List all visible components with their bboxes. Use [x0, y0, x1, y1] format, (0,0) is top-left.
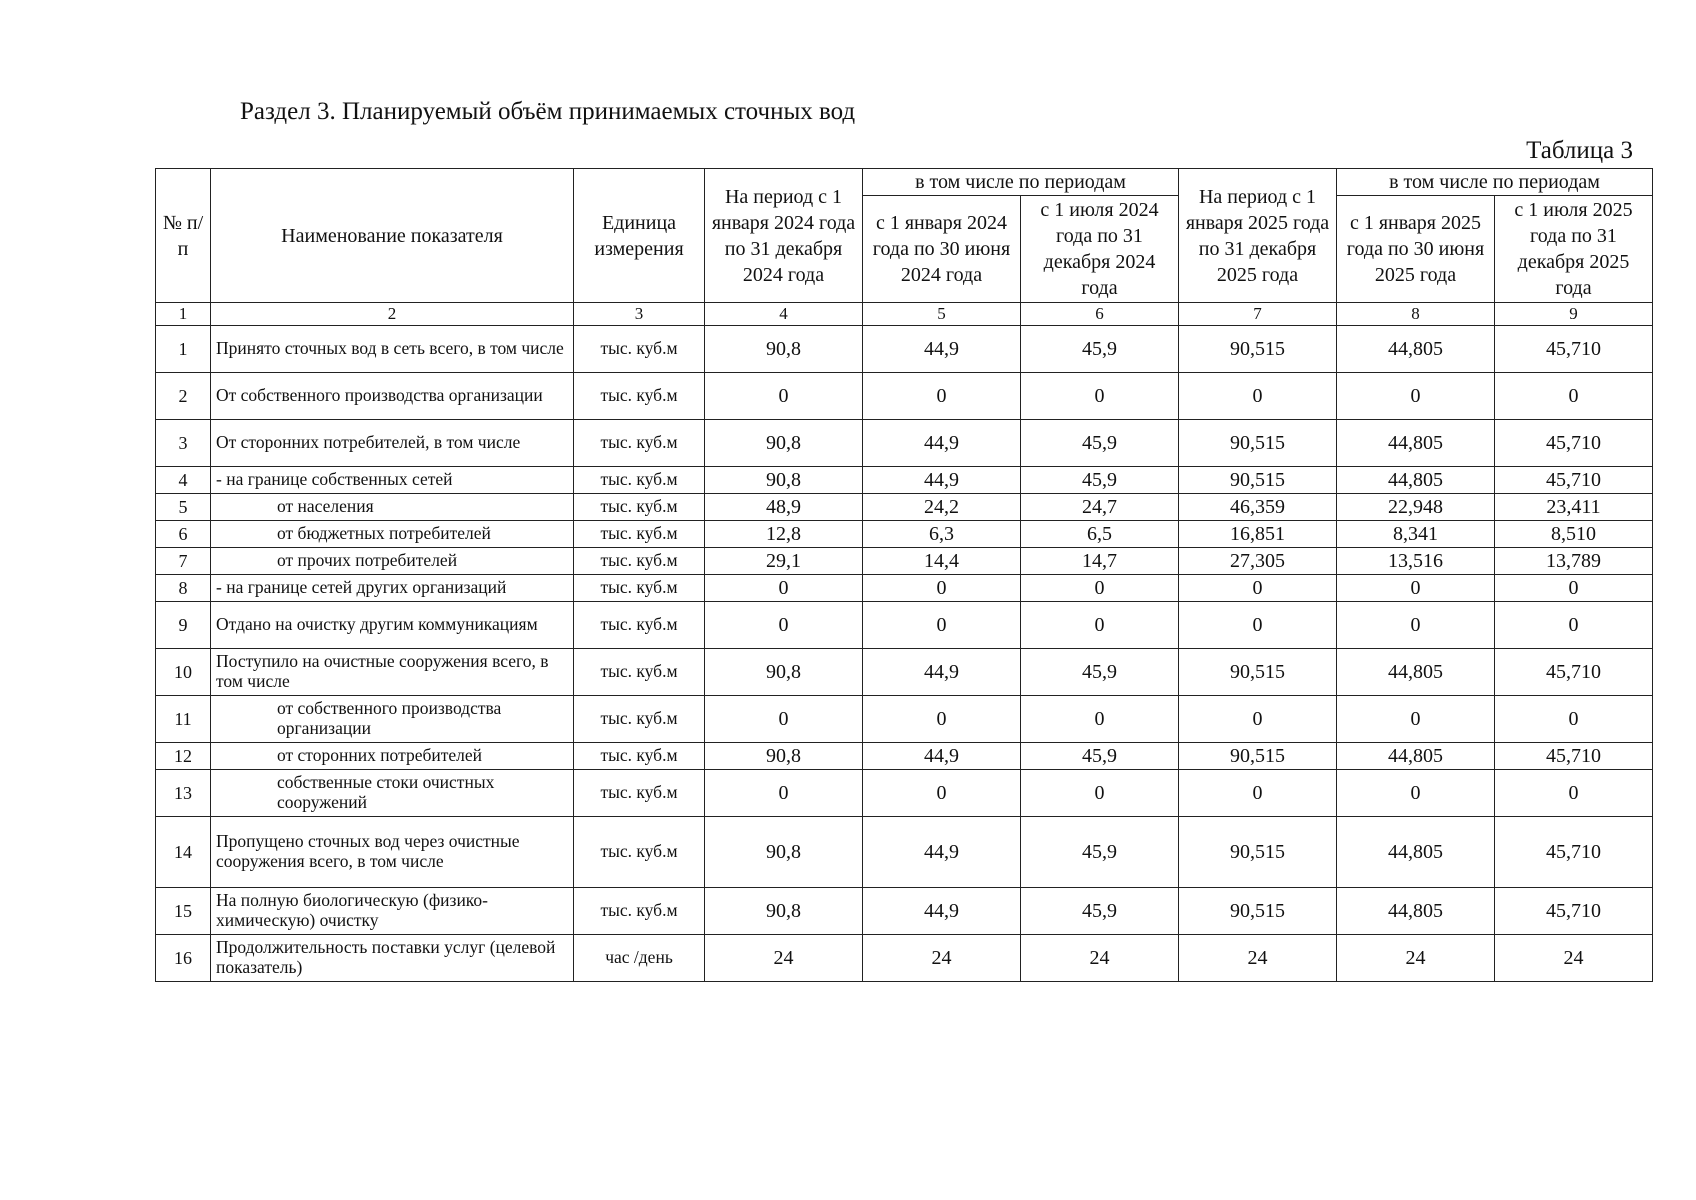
indicator-name: От сторонних потребителей, в том числе [211, 420, 574, 467]
value-cell: 14,7 [1021, 548, 1179, 575]
indicator-name: от населения [211, 494, 574, 521]
indicator-name: - на границе собственных сетей [211, 467, 574, 494]
value-cell: 90,515 [1179, 888, 1337, 935]
value-cell: 45,710 [1495, 649, 1653, 696]
section-title: Раздел 3. Планируемый объём принимаемых сточных вод [240, 98, 856, 125]
value-cell: 90,8 [705, 649, 863, 696]
value-cell: 6,3 [863, 521, 1021, 548]
value-cell: 90,8 [705, 420, 863, 467]
unit-cell: тыс. куб.м [574, 521, 705, 548]
indicator-name: от сторонних потребителей [211, 743, 574, 770]
value-cell: 44,805 [1337, 649, 1495, 696]
header-unit: Единица измерения [574, 169, 705, 303]
table-row [156, 817, 1653, 888]
table-row [156, 649, 1653, 696]
value-cell: 45,9 [1021, 467, 1179, 494]
value-cell: 0 [1021, 575, 1179, 602]
value-cell: 90,515 [1179, 467, 1337, 494]
indicator-name: собственные стоки очистных сооружений [211, 770, 574, 817]
value-cell: 44,805 [1337, 420, 1495, 467]
value-cell: 0 [1495, 696, 1653, 743]
row-number: 10 [156, 649, 211, 696]
row-number: 15 [156, 888, 211, 935]
unit-cell: тыс. куб.м [574, 575, 705, 602]
indicator-name: На полную биологическую (физико-химическую) очистку [211, 888, 574, 935]
indicator-name: Пропущено сточных вод через очистные сооружения всего, в том числе [211, 817, 574, 888]
value-cell: 90,515 [1179, 649, 1337, 696]
table-row [156, 420, 1653, 467]
indicator-name: от прочих потребителей [211, 548, 574, 575]
value-cell: 90,8 [705, 743, 863, 770]
header-h2-2025: с 1 июля 2025 года по 31 декабря 2025 года [1495, 196, 1653, 303]
indicator-name: Поступило на очистные сооружения всего, в том числе [211, 649, 574, 696]
value-cell: 0 [863, 770, 1021, 817]
value-cell: 6,5 [1021, 521, 1179, 548]
value-cell: 45,9 [1021, 743, 1179, 770]
column-number: 5 [863, 303, 1021, 326]
column-number: 7 [1179, 303, 1337, 326]
value-cell: 44,805 [1337, 817, 1495, 888]
table-row [156, 935, 1653, 982]
value-cell: 23,411 [1495, 494, 1653, 521]
table-row [156, 494, 1653, 521]
value-cell: 12,8 [705, 521, 863, 548]
value-cell: 0 [863, 575, 1021, 602]
value-cell: 0 [1495, 373, 1653, 420]
value-cell: 0 [705, 373, 863, 420]
value-cell: 45,710 [1495, 817, 1653, 888]
value-cell: 0 [1021, 696, 1179, 743]
row-number: 4 [156, 467, 211, 494]
table-label: Таблица 3 [1526, 137, 1633, 164]
indicator-name: - на границе сетей других организаций [211, 575, 574, 602]
value-cell: 45,9 [1021, 326, 1179, 373]
value-cell: 0 [863, 696, 1021, 743]
unit-cell: тыс. куб.м [574, 770, 705, 817]
row-number: 14 [156, 817, 211, 888]
value-cell: 48,9 [705, 494, 863, 521]
value-cell: 22,948 [1337, 494, 1495, 521]
value-cell: 90,515 [1179, 326, 1337, 373]
unit-cell: час /день [574, 935, 705, 982]
value-cell: 13,516 [1337, 548, 1495, 575]
unit-cell: тыс. куб.м [574, 548, 705, 575]
value-cell: 24 [1337, 935, 1495, 982]
unit-cell: тыс. куб.м [574, 696, 705, 743]
header-group-2024: в том числе по периодам [863, 169, 1179, 196]
table-row [156, 467, 1653, 494]
value-cell: 8,341 [1337, 521, 1495, 548]
indicator-name: Отдано на очистку другим коммуникациям [211, 602, 574, 649]
row-number: 13 [156, 770, 211, 817]
unit-cell: тыс. куб.м [574, 817, 705, 888]
indicator-name: От собственного производства организации [211, 373, 574, 420]
value-cell: 0 [863, 373, 1021, 420]
unit-cell: тыс. куб.м [574, 494, 705, 521]
column-number-row [156, 303, 1653, 326]
row-number: 6 [156, 521, 211, 548]
value-cell: 44,805 [1337, 467, 1495, 494]
value-cell: 90,515 [1179, 420, 1337, 467]
value-cell: 0 [1021, 373, 1179, 420]
header-name: Наименование показателя [211, 169, 574, 303]
header-period-2025: На период с 1 января 2025 года по 31 декабря 2025 года [1179, 169, 1337, 303]
value-cell: 0 [1179, 575, 1337, 602]
value-cell: 45,710 [1495, 420, 1653, 467]
value-cell: 0 [1021, 770, 1179, 817]
value-cell: 0 [705, 696, 863, 743]
value-cell: 0 [1337, 770, 1495, 817]
value-cell: 0 [705, 575, 863, 602]
row-number: 5 [156, 494, 211, 521]
table-row [156, 696, 1653, 743]
value-cell: 16,851 [1179, 521, 1337, 548]
value-cell: 29,1 [705, 548, 863, 575]
value-cell: 0 [1337, 373, 1495, 420]
value-cell: 46,359 [1179, 494, 1337, 521]
row-number: 1 [156, 326, 211, 373]
row-number: 9 [156, 602, 211, 649]
unit-cell: тыс. куб.м [574, 888, 705, 935]
column-number: 8 [1337, 303, 1495, 326]
value-cell: 24 [1495, 935, 1653, 982]
value-cell: 45,710 [1495, 743, 1653, 770]
header-h1-2024: с 1 января 2024 года по 30 июня 2024 года [863, 196, 1021, 303]
header-h2-2024: с 1 июля 2024 года по 31 декабря 2024 года [1021, 196, 1179, 303]
value-cell: 0 [1179, 770, 1337, 817]
header-group-2025: в том числе по периодам [1337, 169, 1653, 196]
value-cell: 14,4 [863, 548, 1021, 575]
header-period-2024: На период с 1 января 2024 года по 31 декабря 2024 года [705, 169, 863, 303]
column-number: 4 [705, 303, 863, 326]
column-number: 3 [574, 303, 705, 326]
value-cell: 45,9 [1021, 817, 1179, 888]
unit-cell: тыс. куб.м [574, 602, 705, 649]
row-number: 8 [156, 575, 211, 602]
value-cell: 0 [1495, 602, 1653, 649]
value-cell: 0 [1337, 575, 1495, 602]
row-number: 3 [156, 420, 211, 467]
value-cell: 0 [1179, 696, 1337, 743]
value-cell: 24 [863, 935, 1021, 982]
value-cell: 44,9 [863, 743, 1021, 770]
indicator-name: от собственного производства организации [211, 696, 574, 743]
value-cell: 45,710 [1495, 467, 1653, 494]
value-cell: 24 [1179, 935, 1337, 982]
value-cell: 8,510 [1495, 521, 1653, 548]
value-cell: 24 [705, 935, 863, 982]
unit-cell: тыс. куб.м [574, 420, 705, 467]
value-cell: 0 [1495, 575, 1653, 602]
value-cell: 24,2 [863, 494, 1021, 521]
value-cell: 0 [705, 770, 863, 817]
row-number: 11 [156, 696, 211, 743]
value-cell: 24,7 [1021, 494, 1179, 521]
value-cell: 44,9 [863, 817, 1021, 888]
value-cell: 90,515 [1179, 817, 1337, 888]
indicator-name: Принято сточных вод в сеть всего, в том числе [211, 326, 574, 373]
value-cell: 27,305 [1179, 548, 1337, 575]
value-cell: 44,9 [863, 649, 1021, 696]
table-row [156, 770, 1653, 817]
value-cell: 0 [1179, 373, 1337, 420]
value-cell: 44,9 [863, 888, 1021, 935]
value-cell: 0 [1337, 696, 1495, 743]
unit-cell: тыс. куб.м [574, 326, 705, 373]
value-cell: 13,789 [1495, 548, 1653, 575]
value-cell: 45,710 [1495, 888, 1653, 935]
table-row [156, 602, 1653, 649]
indicator-name: Продолжительность поставки услуг (целевой показатель) [211, 935, 574, 982]
column-number: 6 [1021, 303, 1179, 326]
table-row [156, 888, 1653, 935]
value-cell: 0 [1021, 602, 1179, 649]
unit-cell: тыс. куб.м [574, 467, 705, 494]
wastewater-volume-table [155, 168, 1653, 982]
value-cell: 24 [1021, 935, 1179, 982]
value-cell: 90,8 [705, 467, 863, 494]
row-number: 7 [156, 548, 211, 575]
column-number: 9 [1495, 303, 1653, 326]
table-row [156, 373, 1653, 420]
value-cell: 44,9 [863, 326, 1021, 373]
row-number: 12 [156, 743, 211, 770]
table-row [156, 575, 1653, 602]
row-number: 2 [156, 373, 211, 420]
value-cell: 0 [863, 602, 1021, 649]
value-cell: 44,9 [863, 420, 1021, 467]
value-cell: 0 [1495, 770, 1653, 817]
table-row [156, 326, 1653, 373]
indicator-name: от бюджетных потребителей [211, 521, 574, 548]
value-cell: 44,805 [1337, 888, 1495, 935]
value-cell: 90,515 [1179, 743, 1337, 770]
header-h1-2025: с 1 января 2025 года по 30 июня 2025 года [1337, 196, 1495, 303]
row-number: 16 [156, 935, 211, 982]
table-row [156, 743, 1653, 770]
value-cell: 90,8 [705, 888, 863, 935]
unit-cell: тыс. куб.м [574, 649, 705, 696]
value-cell: 45,9 [1021, 420, 1179, 467]
value-cell: 44,805 [1337, 743, 1495, 770]
value-cell: 90,8 [705, 326, 863, 373]
value-cell: 44,9 [863, 467, 1021, 494]
header-num: № п/п [156, 169, 211, 303]
column-number: 1 [156, 303, 211, 326]
value-cell: 0 [705, 602, 863, 649]
value-cell: 45,9 [1021, 888, 1179, 935]
value-cell: 0 [1337, 602, 1495, 649]
table-row [156, 548, 1653, 575]
value-cell: 90,8 [705, 817, 863, 888]
unit-cell: тыс. куб.м [574, 373, 705, 420]
value-cell: 45,710 [1495, 326, 1653, 373]
table-row [156, 521, 1653, 548]
unit-cell: тыс. куб.м [574, 743, 705, 770]
column-number: 2 [211, 303, 574, 326]
value-cell: 0 [1179, 602, 1337, 649]
value-cell: 45,9 [1021, 649, 1179, 696]
value-cell: 44,805 [1337, 326, 1495, 373]
